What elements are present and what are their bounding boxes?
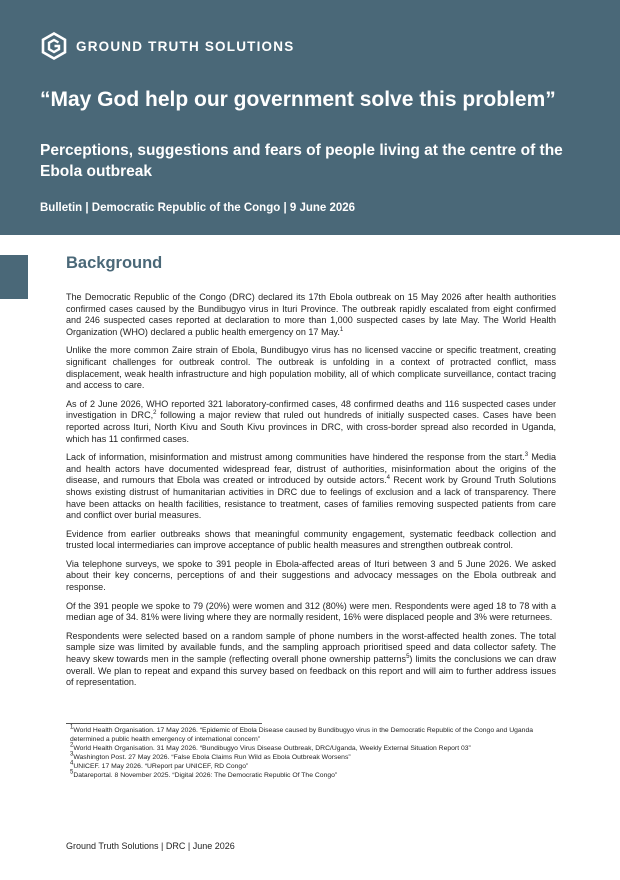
paragraph: Via telephone surveys, we spoke to 391 people in Ebola-affected areas of Ituri between 3 and 5 June 2026. We asked about their key concerns, perceptions of and their suggestions and advocacy messages on the Ebola outbreak and response. xyxy=(66,558,556,593)
footnotes xyxy=(70,724,560,781)
report-title: “May God help our government solve this problem” xyxy=(40,88,556,111)
paragraph: Evidence from earlier outbreaks shows that meaningful community engagement, systematic feedback collection and trusted local intermediaries can improve acceptance of public health measures and strengthen outbreak control. xyxy=(66,528,556,551)
footnote: $^3$Washington Post. 27 May 2026. “False Ebola Claims Run Wild as Ebola Outbreak Worsens” xyxy=(70,751,351,761)
footnote: $^1$World Health Organisation. 17 May 2026. “Epidemic of Ebola Disease caused by Bundibugyo virus in the Democratic Republic of the Congo and Uganda determined a public health emergency of international concern” xyxy=(70,724,534,743)
footnote-ref[interactable]: 2 xyxy=(153,410,157,417)
paragraph: Lack of information, misinformation and mistrust among communities have hindered the response from the start.$^3$ Media and health actors have documented widespread fear, distrust of authorities, misinformation about the origins of the disease, and rumours that Ebola was created or introduced by outside actors.$^4$ Recent work by Ground Truth Solutions shows existing distrust of humanitarian activities in DRC due to feelings of exclusion and a lack of transparency. There have been attacks on health facilities, resistance to treatment, cases of families removing suspected patients from care and conflict over burial measures. xyxy=(66,452,556,521)
bulletin-info: Bulletin | Democratic Republic of the Congo | 9 June 2026 xyxy=(40,202,356,214)
section-heading: Background xyxy=(66,254,163,272)
section-marker-tab xyxy=(0,255,28,299)
footnote-ref[interactable]: 4 xyxy=(386,475,390,482)
paragraph: As of 2 June 2026, WHO reported 321 laboratory-confirmed cases, 48 confirmed deaths and 116 suspected cases under investigation in DRC,$^2$ following a major review that ruled out hundreds of initially suspected cases. Cases have been reported across Ituri, North Kivu and South Kivu provinces in DRC, with cross-border spread also recorded in Uganda, which has 11 confirmed cases. xyxy=(66,398,556,444)
footnote-divider xyxy=(66,723,262,724)
footnote: $^2$World Health Organisation. 31 May 2026. “Bundibugyo Virus Disease Outbreak, DRC/Uganda, Weekly External Situation Report 03” xyxy=(70,742,471,752)
footnote: $^4$UNICEF. 17 May 2026. “UReport par UNICEF, RD Congo” xyxy=(70,760,249,770)
footnote-ref[interactable]: 3 xyxy=(524,452,529,459)
footnote: $^5$Datareportal. 8 November 2025. “Digital 2026: The Democratic Republic Of The Congo” xyxy=(70,769,338,779)
report-header xyxy=(0,0,620,235)
page-footer: Ground Truth Solutions | DRC | June 2026 xyxy=(66,841,235,851)
paragraph: Respondents were selected based on a random sample of phone numbers in the worst-affected health zones. The total sample size was limited by available funds, and the sampling approach prioritised speed and data collector safety. The heavy skew towards men in the sample (reflecting overall phone ownership patterns$^5$) limits the conclusions we can draw overall. We plan to repeat and expand this survey based on feedback on this report and will aim to further address issues of representation. xyxy=(66,630,556,688)
logo xyxy=(40,32,294,60)
paragraph: The Democratic Republic of the Congo (DRC) declared its 17th Ebola outbreak on 15 May 2026 after health authorities confirmed cases caused by the Bundibugyo virus in Ituri Province. The outbreak rapidly escalated from eight confirmed and 246 suspected cases reported at declaration to more than 1,000 suspected cases by late May. The World Health Organization (WHO) declared a public health emergency on 17 May.$^1$ xyxy=(66,292,556,337)
organisation-name: GROUND TRUTH SOLUTIONS xyxy=(76,38,295,54)
body-text xyxy=(66,292,556,696)
footnote-ref[interactable]: 5 xyxy=(406,654,410,661)
paragraph: Unlike the more common Zaire strain of Ebola, Bundibugyo virus has no licensed vaccine or specific treatment, creating significant challenges for outbreak control. The outbreak is unfolding in a context of protracted conflict, mass displacement, weak health infrastructure and high population mobility, all of which complicate surveillance, contact tracing and access to care. xyxy=(66,345,556,391)
footnote-ref[interactable]: 1 xyxy=(339,326,344,333)
gts-hexagon-logo-icon xyxy=(40,32,68,60)
paragraph: Of the 391 people we spoke to 79 (20%) were women and 312 (80%) were men. Respondents were aged 18 to 78 with a median age of 34. 81% were living where they are normally resident, 16% were displaced people and 3% were returnees. xyxy=(66,600,556,623)
report-subtitle: Perceptions, suggestions and fears of people living at the centre of the Ebola outbreak xyxy=(40,142,563,180)
